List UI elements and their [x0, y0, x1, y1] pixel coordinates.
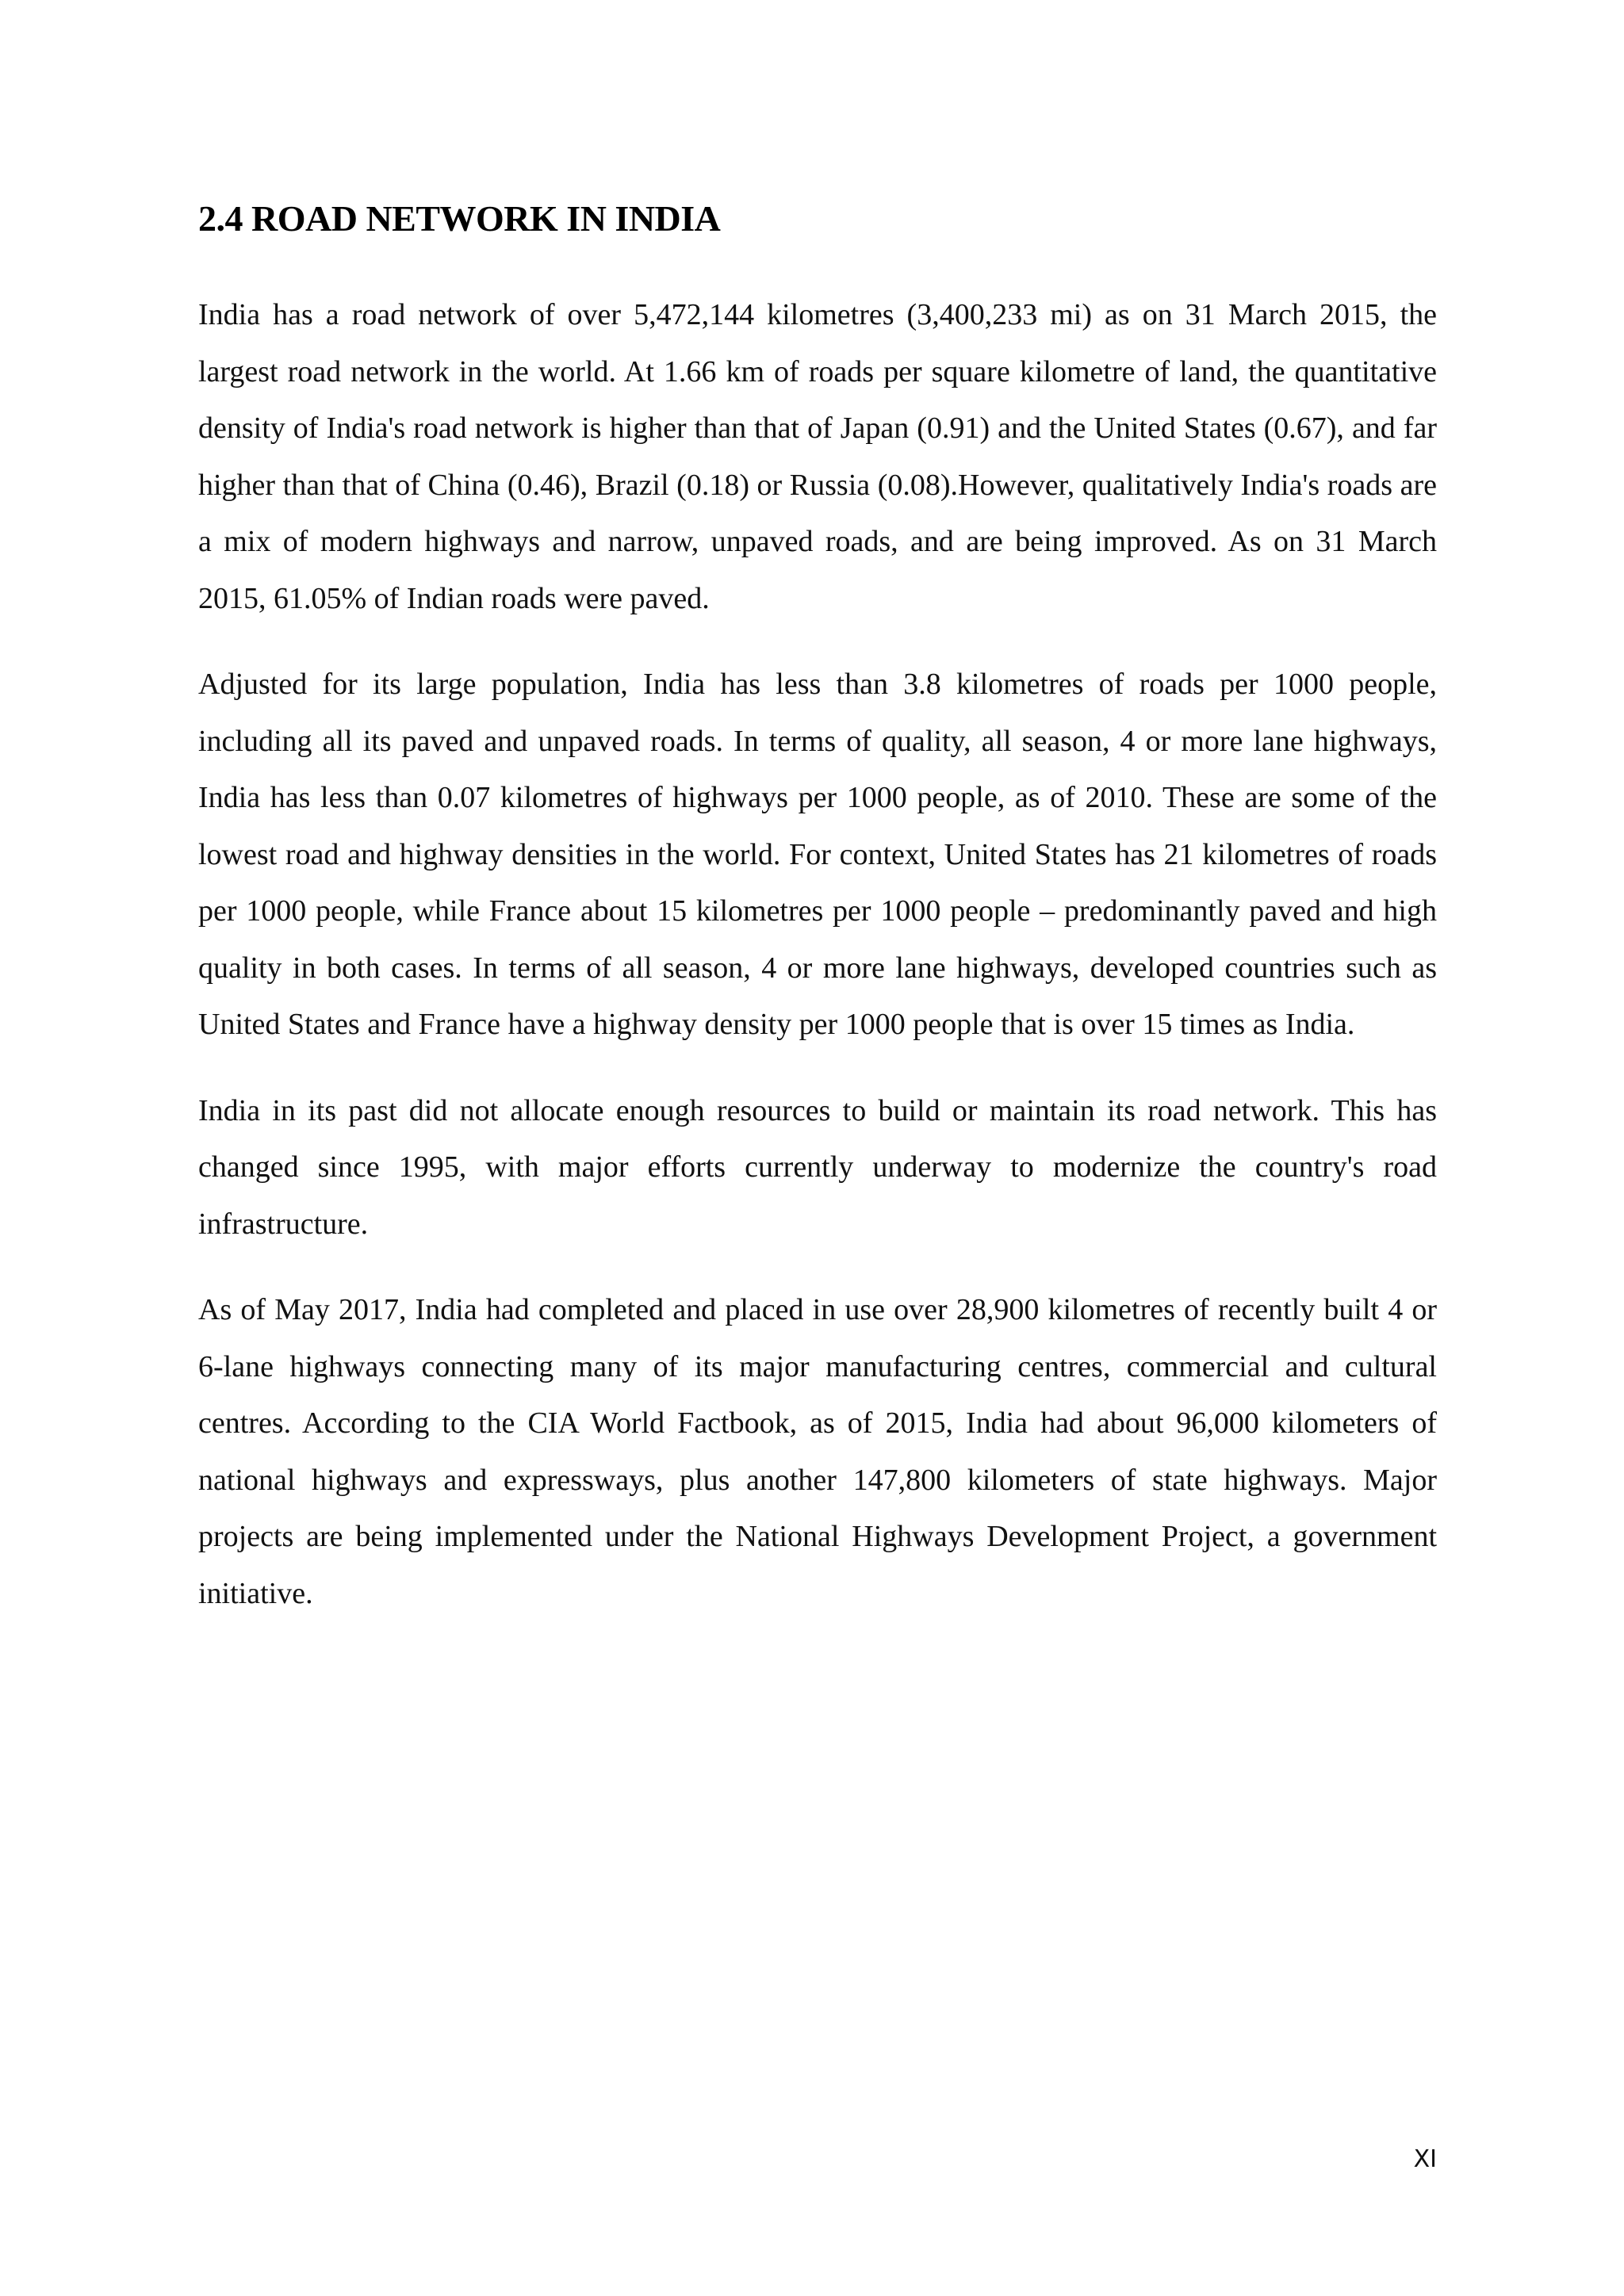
paragraph-2: Adjusted for its large population, India has less than 3.8 kilometres of roads per 1000 people, including all its paved and unpaved roads. In terms of quality, all season, 4 or more lane highways, India has less than 0.07 kilometres of highways per 1000 people, as of 2010. These are some of the lowest road and highway densities in the world. For context, United States has 21 kilometres of roads per 1000 people, while France about 15 kilometres per 1000 people – predominantly paved and high quality in both cases. In terms of all season, 4 or more lane highways, developed countries such as United States and France have a highway density per 1000 people that is over 15 times as India.: [198, 668, 1437, 1041]
page-number: XI: [1413, 2145, 1437, 2173]
paragraph-1: India has a road network of over 5,472,144 kilometres (3,400,233 mi) as on 31 March 2015, the largest road network in the world. At 1.66 km of roads per square kilometre of land, the quantitative density of India's road network is higher than that of Japan (0.91) and the United States (0.67), and far higher than that of China (0.46), Brazil (0.18) or Russia (0.08).However, qualitatively India's roads are a mix of modern highways and narrow, unpaved roads, and are being improved. As on 31 March 2015, 61.05% of Indian roads were paved.: [198, 298, 1437, 615]
paragraph-4: As of May 2017, India had completed and placed in use over 28,900 kilometres of recently built 4 or 6-lane highways connecting many of its major manufacturing centres, commercial and cultural centres. According to the CIA World Factbook, as of 2015, India had about 96,000 kilometers of national highways and expressways, plus another 147,800 kilometers of state highways. Major projects are being implemented under the National Highways Development Project, a government initiative.: [198, 1293, 1437, 1610]
section-heading: 2.4 ROAD NETWORK IN INDIA: [198, 198, 721, 239]
paragraph-3: India in its past did not allocate enough resources to build or maintain its road network. This has changed since 1995, with major efforts currently underway to modernize the country's road infrastructure.: [198, 1093, 1437, 1241]
section-body: [198, 287, 1437, 1651]
